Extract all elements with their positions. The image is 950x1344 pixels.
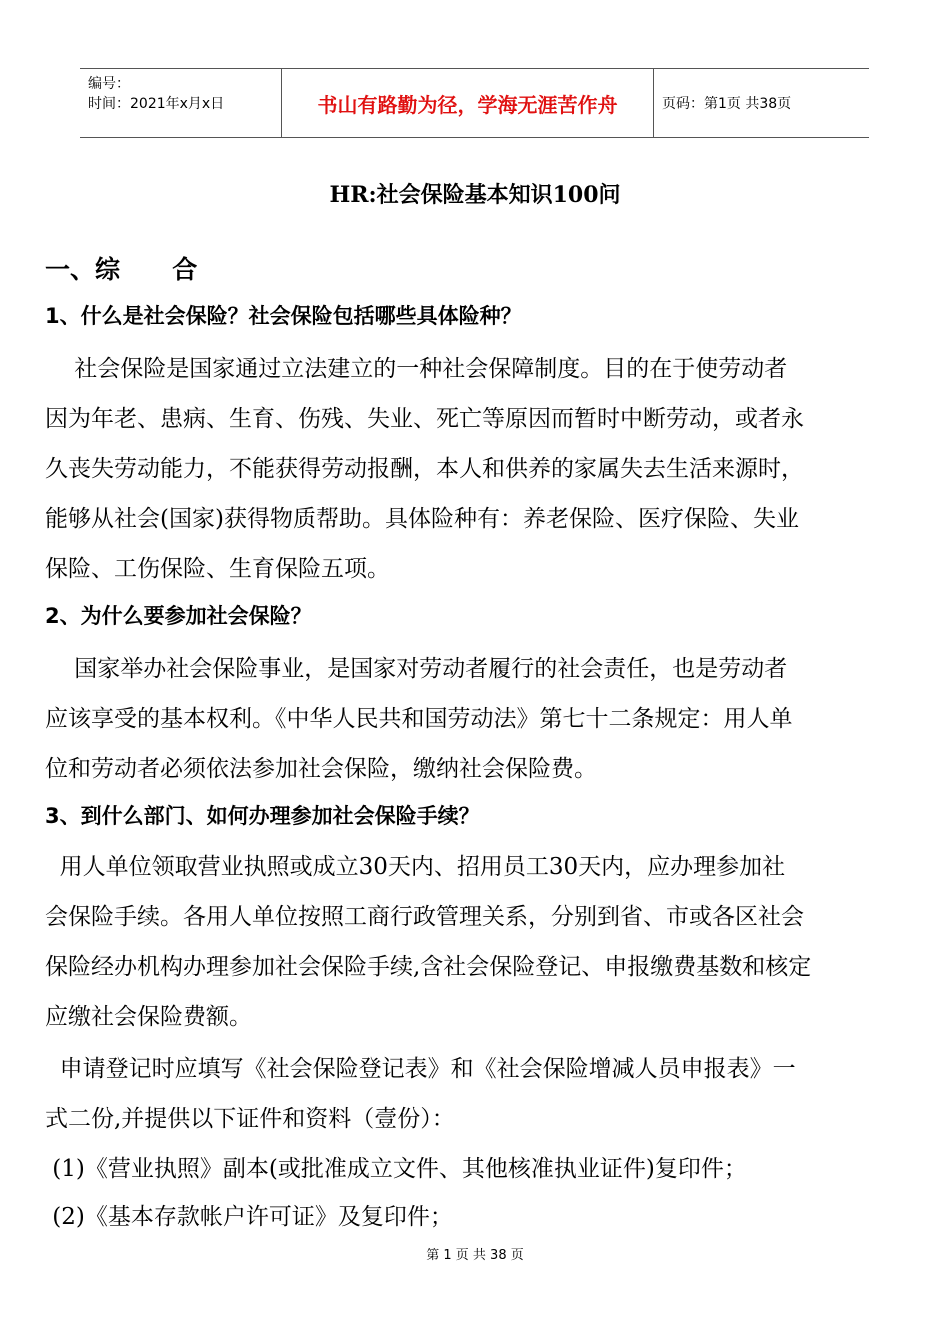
header-motto: 书山有路勤为径，学海无涯苦作舟 [282,69,654,137]
answer-line: 保险经办机构办理参加社会保险手续,含社会保险登记、申报缴费基数和核定 [45,954,812,980]
header-meta [80,69,282,137]
answer-line: 应缴社会保险费额。 [45,1004,252,1030]
question-2: 2、为什么要参加社会保险？ [45,604,312,628]
answer-line: 申请登记时应填写《社会保险登记表》和《社会保险增减人员申报表》一 [45,1056,796,1082]
section-title: 一、综 合 [45,255,198,284]
question-1: 1、什么是社会保险？社会保险包括哪些具体险种？ [45,304,522,328]
answer-line: 会保险手续。各用人单位按照工商行政管理关系，分别到省、市或各区社会 [45,904,804,930]
answer-line: 位和劳动者必须依法参加社会保险，缴纳社会保险费。 [45,756,597,782]
answer-line: 因为年老、患病、生育、伤残、失业、死亡等原因而暂时中断劳动，或者永 [45,406,804,432]
list-item: (1)《营业执照》副本(或批准成立文件、其他核准执业证件)复印件； [45,1156,747,1182]
answer-line: 能够从社会(国家)获得物质帮助。具体险种有：养老保险、医疗保险、失业 [45,506,799,532]
document-header [80,68,869,138]
document-title: HR:社会保险基本知识100问 [329,182,621,208]
answer-line: 式二份,并提供以下证件和资料（壹份）： [45,1106,455,1132]
page-footer: 第 1 页 共 38 页 [426,1248,524,1263]
answer-line: 用人单位领取营业执照或成立30天内、招用员工30天内，应办理参加社 [45,854,786,880]
answer-line: 久丧失劳动能力，不能获得劳动报酬，本人和供养的家属失去生活来源时， [45,456,804,482]
answer-line: 保险、工伤保险、生育保险五项。 [45,556,390,582]
answer-line: 国家举办社会保险事业，是国家对劳动者履行的社会责任，也是劳动者 [45,656,788,682]
code-label: 编号： [88,76,130,92]
question-3: 3、到什么部门、如何办理参加社会保险手续？ [45,804,480,828]
answer-line: 应该享受的基本权利。《中华人民共和国劳动法》第七十二条规定：用人单 [45,706,793,732]
list-item: (2)《基本存款帐户许可证》及复印件； [45,1204,453,1230]
header-page-info: 页码：第1页 共38页 [662,96,792,112]
answer-line: 社会保险是国家通过立法建立的一种社会保障制度。目的在于使劳动者 [45,356,788,382]
time-label: 时间：2021年x月x日 [88,96,225,112]
